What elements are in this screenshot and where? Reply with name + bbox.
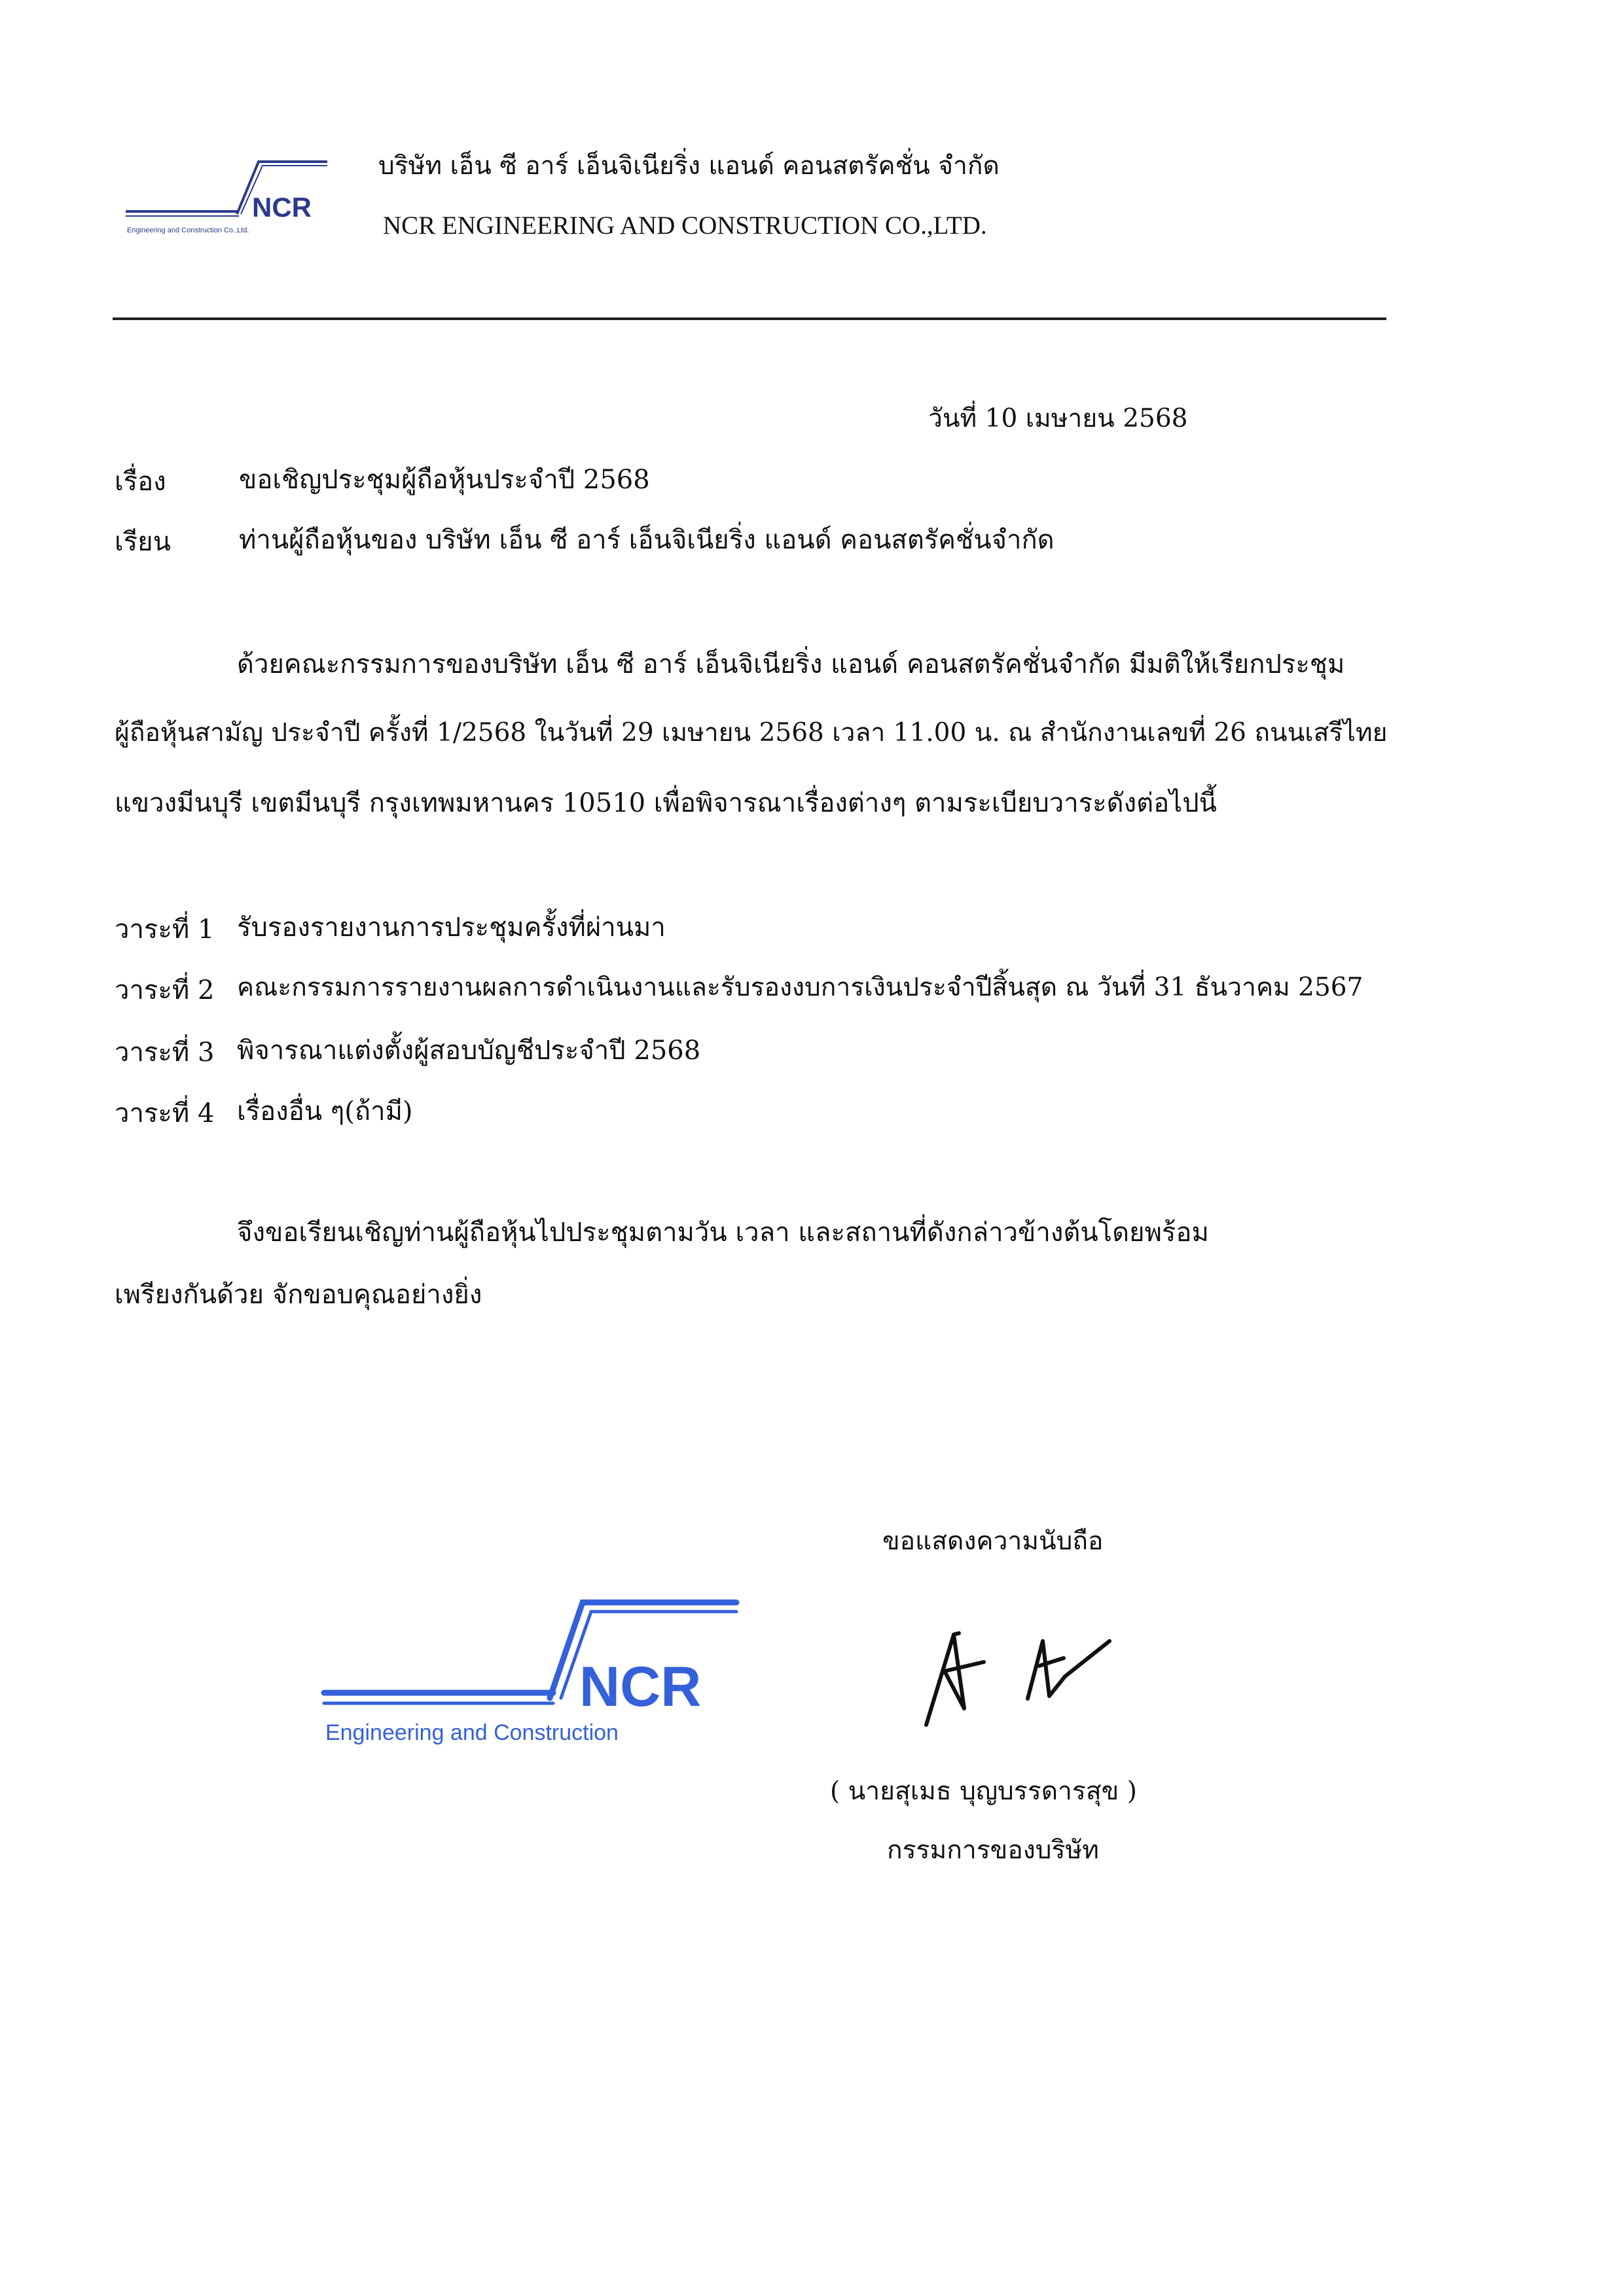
invitation-line-1: จึงขอเรียนเชิญท่านผู้ถือหุ้นไปประชุมตามวัน เวลา และสถานที่ดังกล่าวข้างต้นโดยพร้อม xyxy=(237,1218,1209,1248)
invitation-line-2: เพรียงกันด้วย จักขอบคุณอย่างยิ่ง xyxy=(115,1280,482,1310)
stamp-subtext: Engineering and Construction xyxy=(325,1720,619,1745)
letter-date: วันที่ 10 เมษายน 2568 xyxy=(928,404,1188,433)
to-text: ท่านผู้ถือหุ้นของ บริษัท เอ็น ซี อาร์ เอ็นจิเนียริ่ง แอนด์ คอนสตรัคชั่นจำกัด xyxy=(239,525,1055,555)
body-line-1: ด้วยคณะกรรมการของบริษัท เอ็น ซี อาร์ เอ็นจิเนียริ่ง แอนด์ คอนสตรัคชั่นจำกัด มีมติให้เรียกประชุม xyxy=(237,649,1345,679)
agenda-text-4: เรื่องอื่น ๆ(ถ้ามี) xyxy=(237,1096,413,1127)
logo-subtext: Engineering and Construction Co.,Ltd. xyxy=(127,226,249,234)
agenda-label-4: วาระที่ 4 xyxy=(115,1098,215,1129)
company-logo xyxy=(124,154,334,242)
agenda-label-3: วาระที่ 3 xyxy=(115,1038,215,1068)
logo-text: NCR xyxy=(252,192,312,223)
to-label: เรียน xyxy=(115,527,171,557)
company-name-thai: บริษัท เอ็น ซี อาร์ เอ็นจิเนียริ่ง แอนด์ คอนสตรัคชั่น จำกัด xyxy=(378,151,1000,181)
company-stamp xyxy=(317,1583,749,1753)
subject-text: ขอเชิญประชุมผู้ถือหุ้นประจำปี 2568 xyxy=(239,465,650,495)
agenda-label-2: วาระที่ 2 xyxy=(115,975,215,1005)
signatory-name: ( นายสุเมธ บุญบรรดารสุข ) xyxy=(830,1777,1137,1806)
company-name-english: NCR ENGINEERING AND CONSTRUCTION CO.,LTD. xyxy=(383,211,987,240)
agenda-text-3: พิจารณาแต่งตั้งผู้สอบบัญชีประจำปี 2568 xyxy=(237,1036,701,1066)
subject-label: เรื่อง xyxy=(115,467,166,497)
agenda-label-1: วาระที่ 1 xyxy=(115,914,215,945)
closing-text: ขอแสดงความนับถือ xyxy=(882,1527,1104,1556)
stamp-logo-text: NCR xyxy=(579,1655,702,1718)
signature xyxy=(913,1620,1123,1731)
agenda-text-2: คณะกรรมการรายงานผลการดำเนินงานและรับรองงบการเงินประจำปีสิ้นสุด ณ วันที่ 31 ธันวาคม 2567 xyxy=(237,973,1363,1002)
body-line-2: ผู้ถือหุ้นสามัญ ประจำปี ครั้งที่ 1/2568 ในวันที่ 29 เมษายน 2568 เวลา 11.00 น. ณ สำนักงานเลขที่ 26 ถนนเสรีไทย xyxy=(115,718,1388,748)
header-divider xyxy=(113,317,1386,320)
agenda-text-1: รับรองรายงานการประชุมครั้งที่ผ่านมา xyxy=(237,913,666,943)
signatory-title: กรรมการของบริษัท xyxy=(887,1835,1099,1865)
body-line-3: แขวงมีนบุรี เขตมีนบุรี กรุงเทพมหานคร 10510 เพื่อพิจารณาเรื่องต่างๆ ตามระเบียบวาระดังต่อไปนี้ xyxy=(115,788,1217,818)
